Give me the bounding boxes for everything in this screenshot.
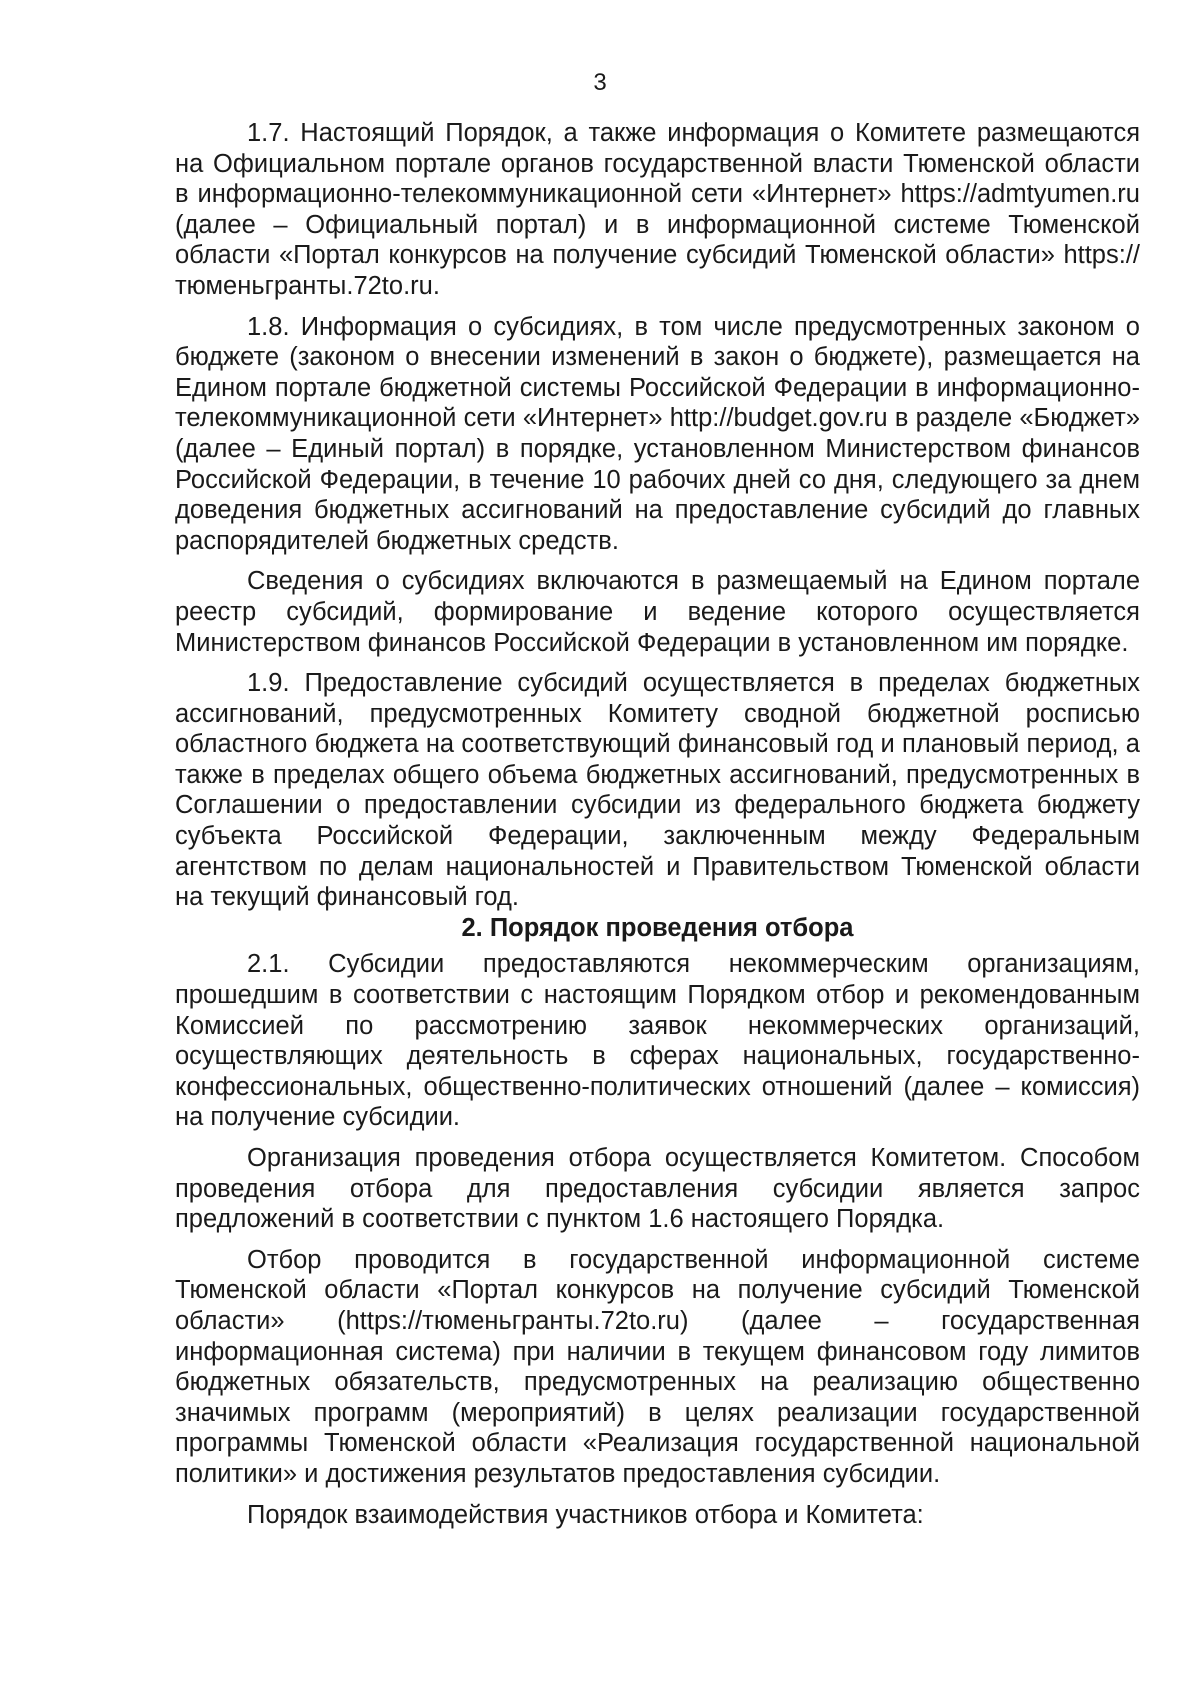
paragraph-interaction-order: Порядок взаимодействия участников отбора и Комитета: [247, 1500, 924, 1529]
paragraph-1-9: 1.9. Предоставление субсидий осуществляется в пределах бюджетных ассигнований, предусмотренных Комитету сводной бюджетной росписью областного бюджета на соответствующий финансовый год и плановый период, а также в пределах общего объема бюджетных ассигнований, предусмотренных в Соглашении о предоставлении субсидии из федерального бюджета бюджету субъекта Российской Федерации, заключенным между Федеральным агентством по делам национальностей и Правительством Тюменской области на текущий финансовый год. [175, 669, 1140, 912]
paragraph-selection-system: Отбор проводится в государственной информационной системе Тюменской области «Портал конкурсов на получение субсидий Тюменской области» (https://тюменьгранты.72to.ru) (далее – государственная информационная система) при наличии в текущем финансовом году лимитов бюджетных обязательств, предусмотренных на реализацию общественно значимых программ (мероприятий) в целях реализации государственной программы Тюменской области «Реализация государственной национальной политики» и достижения результатов предоставления субсидии. [175, 1245, 1140, 1488]
document-body [175, 118, 1140, 1530]
paragraph-1-7: 1.7. Настоящий Порядок, а также информация о Комитете размещаются на Официальном портале органов государственной власти Тюменской области в информационно-телекоммуникационной сети «Интернет» https://admtyumen.ru (далее – Официальный портал) и в информационной системе Тюменской области «Портал конкурсов на получение субсидий Тюменской области» https://тюменьгранты.72to.ru. [175, 119, 1140, 300]
paragraph-1-8: 1.8. Информация о субсидиях, в том числе предусмотренных законом о бюджете (законом о внесении изменений в закон о бюджете), размещается на Едином портале бюджетной системы Российской Федерации в информационно-телекоммуникационной сети «Интернет» http://budget.gov.ru в разделе «Бюджет» (далее – Единый портал) в порядке, установленном Министерством финансов Российской Федерации, в течение 10 рабочих дней со дня, следующего за днем доведения бюджетных ассигнований на предоставление субсидий до главных распорядителей бюджетных средств. [175, 312, 1140, 555]
section-heading: 2. Порядок проведения отбора [461, 913, 854, 942]
page-number: 3 [593, 69, 607, 96]
paragraph-subsidy-registry: Сведения о субсидиях включаются в размещаемый на Едином портале реестр субсидий, формирование и ведение которого осуществляется Министерством финансов Российской Федерации в установленном им порядке. [175, 567, 1140, 657]
paragraph-2-1: 2.1. Субсидии предоставляются некоммерческим организациям, прошедшим в соответствии с настоящим Порядком отбор и рекомендованным Комиссией по рассмотрению заявок некоммерческих организаций, осуществляющих деятельность в сферах национальных, государственно-конфессиональных, общественно-политических отношений (далее – комиссия) на получение субсидии. [175, 950, 1140, 1132]
paragraph-selection-organization: Организация проведения отбора осуществляется Комитетом. Способом проведения отбора для предоставления субсидии является запрос предложений в соответствии с пунктом 1.6 настоящего Порядка. [175, 1144, 1140, 1234]
